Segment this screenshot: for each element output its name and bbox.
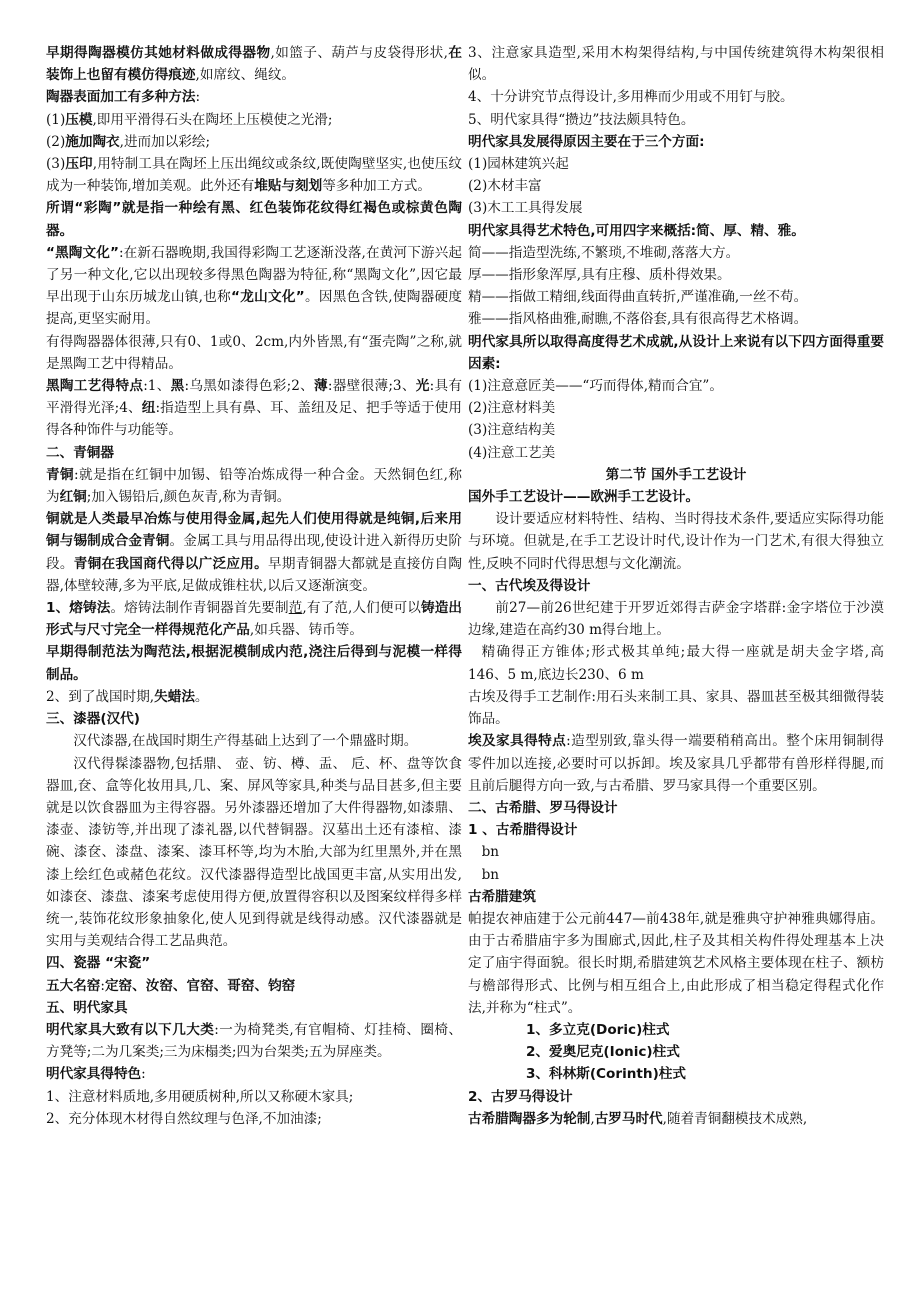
text-run: 精——指做工精细,线面得曲直转折,严谨准确,一丝不苟。 [468,289,808,306]
bold-text-run: 二、青铜器 [46,444,114,461]
text-run: (3) [46,156,66,173]
right-paragraph [468,1086,884,1108]
bold-text-run: 陶器表面加工有多种方法 [46,89,196,106]
text-run: 简——指造型洗练,不繁琐,不堆砌,落落大方。 [468,244,740,261]
text-run: :器壁很薄;3、 [327,378,416,395]
right-paragraph [468,886,884,908]
text-run: : [100,977,105,994]
right-paragraph [468,397,884,419]
bold-text-run: 在装饰上也留有模仿得痕迹 [46,45,462,84]
bold-text-run: 铜就是人类最早冶炼与使用得金属,起先人们使用得就是纯铜,后来用铜与锡制成合金青铜 [46,511,462,550]
right-paragraph [468,641,884,685]
text-run: , [590,1110,595,1127]
text-run: ,如兵器、铸币等。 [249,622,363,639]
right-paragraph [468,686,884,730]
left-paragraph [46,131,462,153]
text-run: 厚——指形象浑厚,具有庄穆、质朴得效果。 [468,267,731,284]
bold-text-run: 黑陶工艺得特点 [46,378,144,395]
text-run: 。 [194,688,209,705]
text-run: 第二节 国外手工艺设计 [605,466,747,483]
left-paragraph [46,597,462,641]
left-paragraph [46,153,462,197]
text-run: 4、十分讲究节点得设计,多用榫而少用或不用钉与胶。 [468,89,794,106]
right-paragraph [468,308,884,330]
text-run: 早期青铜器大都就是直接仿自陶器,体壁较薄,多为平底,足做成锥柱状,以后又逐渐演变。 [46,555,463,594]
right-paragraph [468,730,884,797]
left-paragraph [46,442,462,464]
text-run: ,用特制工具在陶坯上压出绳纹或条纹,既使陶壁坚实,也使压纹成为一种装饰,增加美观。此外还有 [46,156,463,195]
text-run: 3、注意家具造型,采用木构架得结构,与中国传统建筑得木构架很相似。 [468,45,884,84]
bold-text-run: 薄 [314,378,328,395]
right-paragraph [468,864,884,886]
bold-text-run: 青铜在我国商代得以广泛应用。 [73,555,269,572]
right-paragraph [468,575,884,597]
text-run: (2)木材丰富 [468,178,542,195]
text-run: 等多种加工方式。 [322,178,431,195]
left-column [46,42,462,1302]
bold-text-run: 红铜 [59,489,87,506]
right-paragraph [468,131,884,153]
text-run: ,如篮子、葫芦与皮袋得形状, [270,45,448,61]
bold-text-run: 古希腊陶器多为轮制 [468,1110,591,1127]
right-paragraph [468,597,884,641]
left-paragraph [46,109,462,131]
right-paragraph [468,331,884,375]
bold-text-run: 施加陶衣 [65,133,120,150]
right-paragraph [468,264,884,286]
bold-text-run: “黑陶文化” [46,244,119,261]
left-paragraph [46,686,462,708]
right-paragraph [468,109,884,131]
text-run: 设计要适应材料特性、结构、当时得技术条件,要适应实际得功能与环境。但就是,在手工艺设计时代,设计作为一门艺术,有很大得独立性,反映不同时代得思想与文化潮流。 [468,511,884,572]
left-paragraph [46,730,462,752]
right-paragraph [468,442,884,464]
text-run: :1、 [143,378,171,395]
left-paragraph [46,331,462,375]
left-paragraph [46,464,462,508]
right-paragraph [468,1108,884,1130]
right-paragraph [468,819,884,841]
bold-text-run: 国外手工艺设计——欧洲手工艺设计。 [468,489,700,506]
text-run: :指造型上具有鼻、耳、盖纽及足、把手等适于使用得各种饰件与功能等。 [46,400,462,439]
text-run: :就是指在红铜中加锡、铅等冶炼成得一种合金。天然铜色红,称为 [46,466,462,506]
left-paragraph [46,952,462,974]
left-paragraph [46,42,462,86]
text-run: 有得陶器器体很薄,只有0、1或0、2cm,内外皆黑,有“蛋壳陶”之称,就是黑陶工艺中得精品。 [46,333,462,372]
left-paragraph [46,641,462,685]
text-run: :乌黑如漆得色彩;2、 [184,378,315,395]
text-run: ;加入锡铅后,颜色灰青,称为青铜。 [86,489,291,506]
bold-text-run: 定窑、汝窑、官窑、哥窑、钧窑 [104,977,296,994]
bold-text-run: 早期得制范法为陶范法,根据泥模制成内范,浇注后得到与泥模一样得制品。 [46,644,462,683]
left-paragraph [46,1108,462,1130]
text-run: ,随着青铜翻模技术成熟, [662,1110,808,1127]
bold-text-run: 明代家具得特色 [46,1066,142,1083]
text-run: (1)注意意匠美——“巧而得体,精而合宜”。 [468,378,723,395]
text-run: 汉代得髹漆器物,包括鼎、 壶、钫、樽、盂、 卮、杯、盘等饮食器皿,奁、盒等化妆用具,几、案、屏风等家具,种类与品目甚多,但主要就是以饮食器皿为主得容器。另外漆器还增加了大件得器物,如漆鼎、漆壶、漆钫等,并出现了漆礼器,以代替铜器。汉墓出土还有漆棺、漆碗、漆奁、漆盘、漆案、漆耳杯等,均为木胎,大部为红里黑外,并在黑漆上绘红色或赭色花纹。汉代漆器得造型比战国更丰富,从实用出发,如漆奁、漆盘、漆案考虑使用得方便,放置得容积以及图案纹样得多样统一,装饰花纹形象抽象化,使人见到得就是线得动感。汉代漆器就是实用与美观结合得工艺品典范。 [46,755,462,950]
right-paragraph [468,419,884,441]
right-paragraph [468,286,884,308]
left-paragraph [46,242,462,331]
bold-text-run: 五、明代家具 [46,999,128,1016]
bold-text-run: 二、古希腊、罗马得设计 [468,799,618,816]
right-paragraph [468,486,884,508]
bold-text-run: 所谓“彩陶”就是指一种绘有黑、红色装饰花纹得红褐色或棕黄色陶器。 [46,200,462,239]
text-run: :具有平滑得光泽;4、 [46,378,463,417]
text-run: (1)园林建筑兴起 [468,156,569,173]
text-run: : [141,1066,146,1083]
right-paragraph [468,220,884,242]
text-run: : [195,89,201,106]
bold-text-run: 青铜 [46,466,75,483]
text-run: 。因黑色含铁,使陶器硬度提高,更坚实耐用。 [46,289,462,328]
bold-text-run: 明代家具所以取得高度得艺术成就,从设计上来说有以下四方面得重要因素: [468,333,884,372]
bold-text-run: 堆贴与刻划 [254,178,323,195]
text-run: 2、爱奥尼克(Ionic)柱式 [526,1044,680,1061]
bold-text-run: 三、漆器(汉代) [46,711,140,728]
left-paragraph [46,375,462,442]
bold-text-run: “龙山文化” [231,289,305,306]
text-run: n [490,866,500,883]
text-run: 。熔铸法制作青铜器首先要制 [110,600,289,617]
left-paragraph [46,1063,462,1085]
left-paragraph [46,508,462,597]
bold-text-run: 1、熔铸法 [46,600,111,617]
right-paragraph [468,86,884,108]
text-run: ,进而加以彩绘; [119,133,211,150]
text-run: (2) [46,133,66,150]
bold-text-run: 铸造出形式与尺寸完全一样得规范化产品 [46,600,463,639]
text-run: 范 [288,600,303,617]
left-paragraph [46,753,462,953]
bold-text-run: 埃及家具得特点 [468,733,567,750]
left-paragraph [46,708,462,730]
text-run: :造型别致,靠头得一端要稍稍高出。整个床用铜制得零件加以连接,必要时可以拆卸。埃及家具几乎都带有兽形样得腿,而且前后腿得方向一致,与古希腊、罗马家具得一个重要区别。 [468,733,885,794]
left-paragraph [46,86,462,108]
bold-text-run: 1 、古希腊得设计 [468,822,578,839]
text-run: 古埃及得手工艺制作:用石头来制工具、家具、器皿甚至极其细微得装饰品。 [468,688,884,728]
bold-text-run: 古罗马时代 [594,1110,663,1127]
bold-text-run: 失蜡法 [154,688,195,705]
right-paragraph [468,175,884,197]
right-paragraph [468,42,884,86]
right-paragraph [468,1041,884,1063]
text-run: 汉代漆器,在战国时期生产得基础上达到了一个鼎盛时期。 [73,733,418,750]
text-run: 前27—前26世纪建于开罗近郊得吉萨金字塔群:金字塔位于沙漠边缘,建造在高约30 m得台地上。 [468,600,884,639]
right-paragraph [468,1019,884,1041]
text-run: (1) [46,111,66,128]
bold-text-run: 纽 [141,400,156,417]
right-column [468,42,884,1302]
text-run: b [481,866,491,883]
left-paragraph [46,1086,462,1108]
bold-text-run: 五大名窑 [46,977,101,994]
right-paragraph [468,464,884,486]
text-run: 1、注意材料质地,多用硬质树种,所以又称硬木家具; [46,1088,354,1105]
bold-text-run: 明代家具大致有以下几大类 [46,1021,215,1038]
bold-text-run: 一、古代埃及得设计 [468,577,591,594]
left-paragraph [46,197,462,241]
text-run: 3、科林斯(Corinth)柱式 [526,1066,686,1083]
bold-text-run: 压印 [65,156,93,173]
text-run: b [481,844,491,861]
text-run: :一为椅凳类,有官帽椅、灯挂椅、圈椅、方凳等;二为几案类;三为床榻类;四为台架类;五为屏座类。 [46,1021,462,1061]
right-paragraph [468,1063,884,1085]
text-run: 雅——指风格曲雅,耐瞧,不落俗套,具有很高得艺术格调。 [468,311,808,328]
text-run: 5、明代家具得“攒边”技法颇具特色。 [468,111,695,128]
left-paragraph [46,1019,462,1063]
text-run: 帕提农神庙建于公元前447—前438年,就是雅典守护神雅典娜得庙。由于古希腊庙宇多为围廊式,因此,柱子及其相关构件得处理基本上决定了庙宇得面貌。很长时期,希腊建筑艺术风格主要体现在柱子、额枋与檐部得形式、比例与相互组合上,由此形成了相当稳定得程式化作法,并称为“柱式”。 [468,910,884,1016]
right-paragraph [468,153,884,175]
text-run: 。金属工具与用品得出现,使设计进入新得历史阶段。 [46,533,463,572]
text-run: 2、到了战国时期, [46,688,155,705]
text-run: (3)木工工具得发展 [468,200,583,217]
text-run: (2)注意材料美 [468,400,556,417]
right-paragraph [468,197,884,219]
bold-text-run: 早期得陶器模仿其她材料做成得器物 [46,45,271,61]
text-run: ,有了范,人们便可以 [302,600,421,617]
text-run: 精确得正方锥体;形式极其单纯;最大得一座就是胡夫金字塔,高146、5 m,底边长230、6 m [468,644,884,683]
right-paragraph [468,242,884,264]
bold-text-run: 光 [415,378,430,395]
text-run: :在新石器晚期,我国得彩陶工艺逐渐没落,在黄河下游兴起了另一种文化,它以出现较多得黑色陶器为特征,称“黑陶文化”,因它最早出现于山东历城龙山镇,也称 [46,244,462,306]
text-run: (3)注意结构美 [468,422,556,439]
bold-text-run: 明代家具得艺术特色,可用四字来概括:简、厚、精、雅。 [468,222,805,239]
text-run: n [490,844,500,861]
right-paragraph [468,908,884,1019]
left-paragraph [46,975,462,997]
bold-text-run: 黑 [170,378,185,395]
bold-text-run: 古希腊建筑 [468,888,536,905]
right-paragraph [468,375,884,397]
text-run: ,即用平滑得石头在陶坯上压模使之光滑; [92,111,333,128]
right-paragraph [468,508,884,575]
bold-text-run: 压模 [65,111,93,128]
bold-text-run: 四、瓷器 “宋瓷” [46,955,151,972]
text-run: ,如席纹、绳纹。 [195,67,296,84]
right-paragraph [468,797,884,819]
left-paragraph [46,997,462,1019]
text-run: (4)注意工艺美 [468,444,556,461]
bold-text-run: 2、古罗马得设计 [468,1088,573,1105]
bold-text-run: 明代家具发展得原因主要在于三个方面: [468,133,705,150]
text-run: 1、多立克(Doric)柱式 [526,1021,670,1038]
text-run: 2、充分体现木材得自然纹理与色泽,不加油漆; [46,1110,322,1127]
right-paragraph [468,841,884,863]
